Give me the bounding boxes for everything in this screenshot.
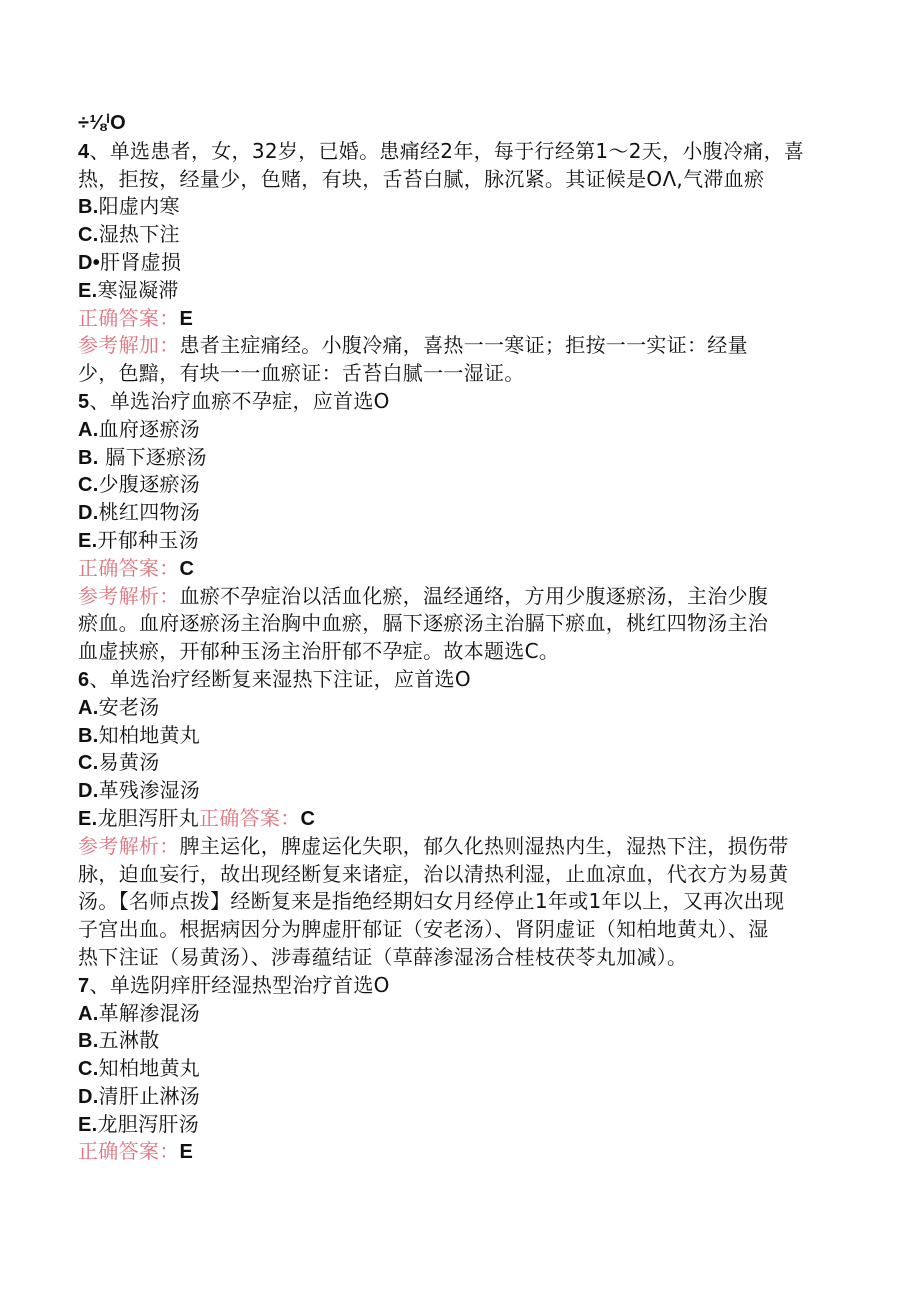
explanation-text: 瘀血。血府逐瘀汤主治胸中血瘀，膈下逐瘀汤主治膈下瘀血，桃红四物汤主治 <box>78 611 769 636</box>
option-text: 开郁种玉汤 <box>97 527 199 552</box>
answer-option <box>78 1000 838 1028</box>
correct-answer <box>78 555 838 583</box>
answer-option <box>78 749 838 777</box>
correct-answer-value: C <box>179 557 195 580</box>
correct-answer <box>78 305 838 333</box>
answer-option <box>78 249 838 277</box>
explanation-text: 热下注证（易黄汤）、涉毒蕴结证（草薛渗湿汤合桂枝茯苓丸加减）。 <box>78 944 688 969</box>
option-label: D• <box>78 251 101 274</box>
answer-option <box>78 694 838 722</box>
option-text: 易黄汤 <box>98 750 160 775</box>
question-line <box>78 972 838 1000</box>
explanation-text: 子宫出血。根据病因分为脾虚肝郁证（安老汤）、肾阴虚证（知柏地黄丸）、湿 <box>78 917 769 942</box>
option-text: 血府逐瘀汤 <box>98 416 201 441</box>
explanation-text: 患者主症痛经。小腹冷痛，喜热一一寒证；拒按一一实证：经量 <box>179 333 748 358</box>
option-text: 知柏地黄丸 <box>98 722 201 747</box>
question-line <box>78 388 838 416</box>
header-fragment: ÷⅛ⁱO <box>78 112 126 134</box>
explanation <box>78 583 838 666</box>
option-label: D. <box>78 780 99 803</box>
explanation-text: 脾主运化，脾虚运化失职，郁久化热则湿热内生，湿热下注，损伤带 <box>179 833 789 858</box>
option-label: C. <box>78 224 99 247</box>
answer-option <box>78 221 838 249</box>
option-text: 革解渗混汤 <box>98 1000 201 1025</box>
explanation-line <box>78 944 838 972</box>
explanation-text: 血瘀不孕症治以活血化瘀，温经通络，方用少腹逐瘀汤，主治少腹 <box>179 583 769 608</box>
option-text: 肝肾虚损 <box>100 249 182 274</box>
option-text: 少腹逐瘀汤 <box>98 472 201 497</box>
explanation-line <box>78 360 838 388</box>
question-separator: 、 <box>89 972 110 997</box>
question-4 <box>78 138 838 194</box>
option-text: 龙胆泻肝丸 <box>97 805 199 830</box>
question-text: 单选患者，女，32岁，已婚。患痛经2年，每于行经第1～2天，小腹冷痛，喜 <box>109 138 805 163</box>
option-label: E. <box>78 529 98 552</box>
option-text: 清肝止淋汤 <box>98 1083 201 1108</box>
question-5 <box>78 388 838 416</box>
option-text: 桃红四物汤 <box>98 500 201 525</box>
answer-option <box>78 444 838 472</box>
question-6 <box>78 666 838 694</box>
answer-option <box>78 193 838 221</box>
question-number: 6 <box>78 668 90 691</box>
option-text: 安老汤 <box>98 694 160 719</box>
option-text: 湿热下注 <box>98 222 180 247</box>
explanation-text: 汤。【名师点拨】经断复来是指绝经期妇女月经停止1年或1年以上，又再次出现 <box>78 889 785 914</box>
explanation-line <box>78 610 838 638</box>
question-number: 7 <box>78 974 90 997</box>
question-number: 4 <box>78 140 90 163</box>
correct-answer-label: 正确答案： <box>78 1139 180 1164</box>
answer-option <box>78 277 838 305</box>
correct-answer-label: 正确答案： <box>199 805 301 830</box>
correct-answer-label: 正确答案： <box>78 555 180 580</box>
option-label: C. <box>78 1058 99 1081</box>
answer-option <box>78 471 838 499</box>
answer-option <box>78 777 838 805</box>
explanation-line <box>78 583 838 611</box>
explanation-label: 参考解析： <box>78 833 180 858</box>
option-label: B. <box>78 196 99 219</box>
option-label: B. <box>78 446 99 469</box>
correct-answer-value: E <box>179 1141 194 1164</box>
explanation <box>78 332 838 388</box>
explanation-label: 参考解析： <box>78 583 180 608</box>
option-text: 阳虚内寒 <box>98 194 180 219</box>
correct-answer-value: C <box>300 807 316 830</box>
option-text: 五淋散 <box>98 1028 160 1053</box>
explanation-line <box>78 916 838 944</box>
explanation-line <box>78 861 838 889</box>
option-label: A. <box>78 1002 99 1025</box>
option-label: B. <box>78 724 99 747</box>
answer-option <box>78 416 838 444</box>
answer-option <box>78 1083 838 1111</box>
question-line <box>78 666 838 694</box>
option-label: E. <box>78 279 98 302</box>
document-body <box>78 110 838 1166</box>
option-label: D. <box>78 1085 99 1108</box>
question-7 <box>78 972 838 1000</box>
correct-answer-value: E <box>179 307 194 330</box>
question-number: 5 <box>78 390 90 413</box>
option-text: 寒湿凝滞 <box>97 277 179 302</box>
option-text: 膈下逐瘀汤 <box>98 444 207 469</box>
answer-option <box>78 1111 838 1139</box>
option-label: A. <box>78 418 99 441</box>
explanation-text: 血虚挟瘀，开郁种玉汤主治肝郁不孕症。故本题选C。 <box>78 639 560 664</box>
explanation-label: 参考解加： <box>78 333 180 358</box>
question-line <box>78 138 838 166</box>
answer-option <box>78 1027 838 1055</box>
question-text: 热，拒按，经量少，色赌，有块，舌苔白腻，脉沉紧。其证候是OΛ,气滞血瘀 <box>78 166 765 191</box>
question-text: 单选治疗血瘀不孕症，应首选O <box>109 388 390 413</box>
option-text: 知柏地黄丸 <box>98 1056 201 1081</box>
option-text: 龙胆泻肝汤 <box>97 1111 199 1136</box>
question-text: 单选阴痒肝经湿热型治疗首选O <box>109 972 390 997</box>
option-label: A. <box>78 696 99 719</box>
correct-answer <box>78 1138 838 1166</box>
explanation-line <box>78 888 838 916</box>
explanation-text: 脉，迫血妄行，故出现经断复来诸症，治以清热利湿，止血凉血，代衣方为易黄 <box>78 861 789 886</box>
answer-option <box>78 722 838 750</box>
option-label: E. <box>78 807 98 830</box>
question-separator: 、 <box>89 388 110 413</box>
explanation-line <box>78 833 838 861</box>
answer-option <box>78 805 838 833</box>
explanation-line <box>78 332 838 360</box>
answer-option <box>78 499 838 527</box>
explanation-line <box>78 638 838 666</box>
question-separator: 、 <box>89 666 110 691</box>
option-label: B. <box>78 1030 99 1053</box>
option-text: 革残渗湿汤 <box>98 778 201 803</box>
option-label: C. <box>78 752 99 775</box>
question-line <box>78 166 838 194</box>
option-label: E. <box>78 1113 98 1136</box>
correct-answer-label: 正确答案： <box>78 305 180 330</box>
answer-option <box>78 527 838 555</box>
explanation <box>78 833 838 972</box>
explanation-text: 少，色黯，有块一一血瘀证：舌苔白腻一一湿证。 <box>78 361 525 386</box>
option-label: D. <box>78 502 99 525</box>
answer-option <box>78 1055 838 1083</box>
option-label: C. <box>78 474 99 497</box>
question-text: 单选治疗经断复来湿热下注证，应首选O <box>109 666 471 691</box>
question-separator: 、 <box>89 138 110 163</box>
